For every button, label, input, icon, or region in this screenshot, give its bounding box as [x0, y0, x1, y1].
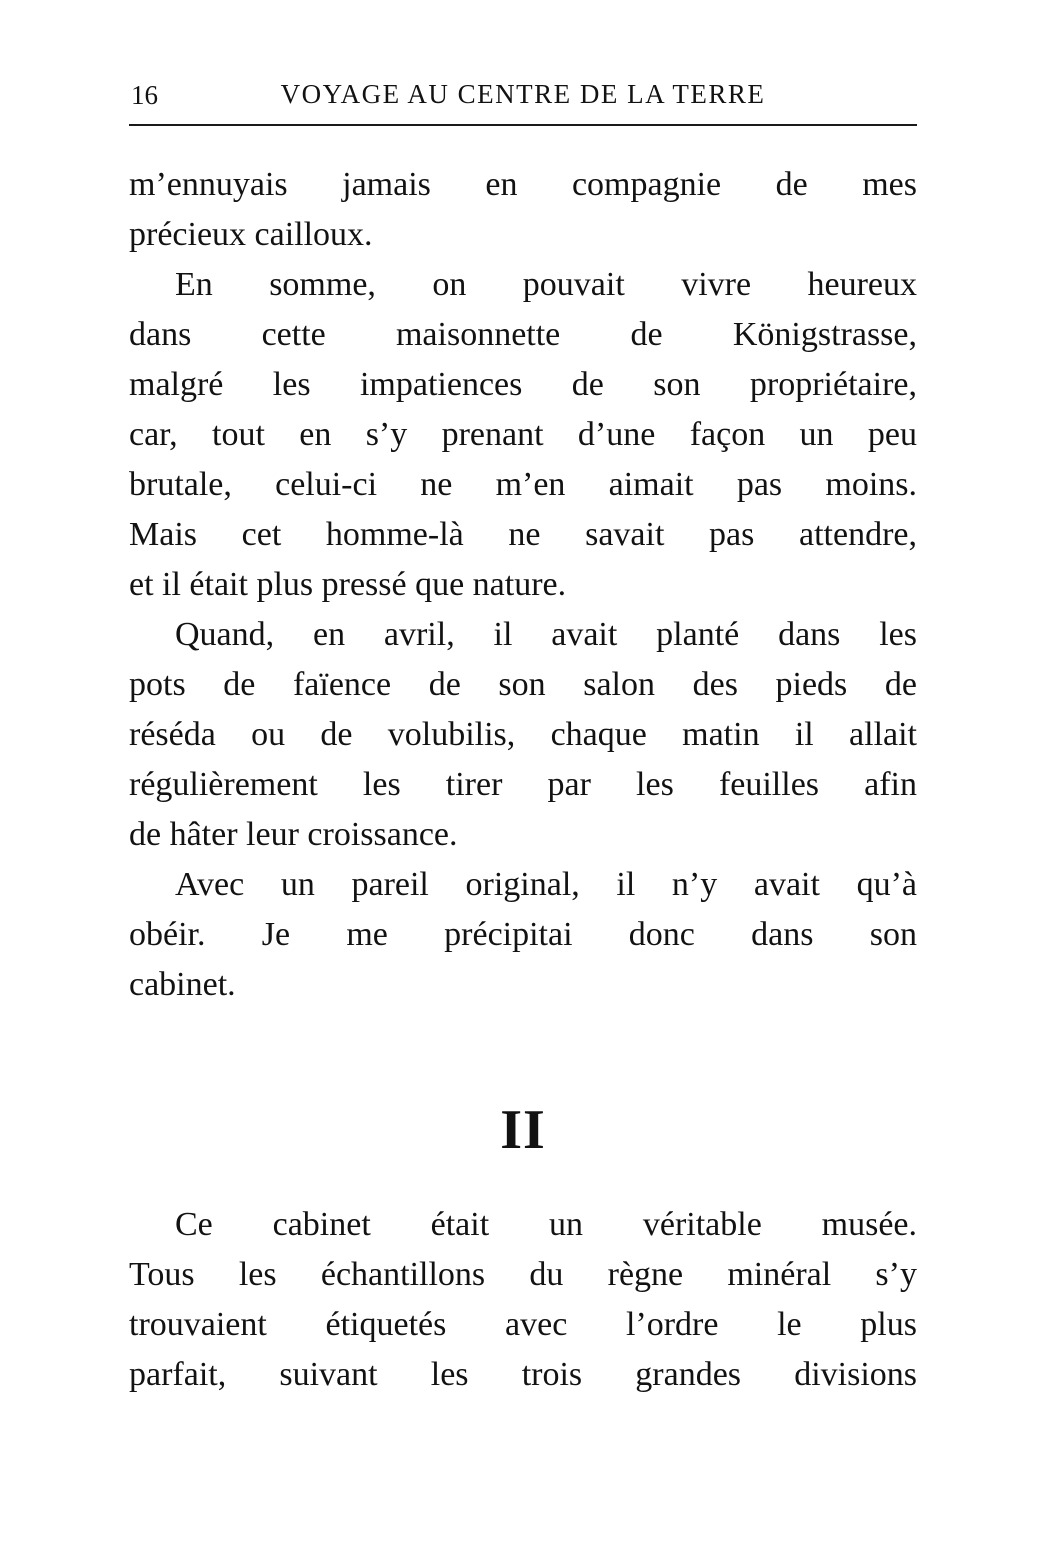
- text-line: Tous les échantillons du règne minéral s’y: [129, 1256, 917, 1293]
- paragraph: [129, 160, 917, 260]
- text-line: réséda ou de volubilis, chaque matin il allait: [129, 716, 917, 753]
- text-line: cabinet.: [129, 966, 236, 1003]
- text-line: trouvaient étiquetés avec l’ordre le plus: [129, 1306, 917, 1343]
- text-line: En somme, on pouvait vivre heureux: [175, 266, 917, 303]
- text-line: car, tout en s’y prenant d’une façon un peu: [129, 416, 917, 453]
- paragraph: [129, 860, 917, 1010]
- paragraph: [129, 610, 917, 860]
- page-header: [129, 78, 917, 112]
- text-line: de hâter leur croissance.: [129, 816, 458, 853]
- paragraph: [129, 260, 917, 610]
- text-line: Ce cabinet était un véritable musée.: [175, 1206, 917, 1243]
- page-body: [129, 160, 917, 1400]
- chapter-heading: II: [500, 1099, 546, 1161]
- paragraph: [129, 1200, 917, 1400]
- header-rule: [129, 124, 917, 126]
- text-line: obéir. Je me précipitai donc dans son: [129, 916, 917, 953]
- text-line: pots de faïence de son salon des pieds de: [129, 666, 917, 703]
- text-line: dans cette maisonnette de Königstrasse,: [129, 316, 917, 353]
- text-line: parfait, suivant les trois grandes divisions: [129, 1356, 917, 1393]
- text-line: et il était plus pressé que nature.: [129, 566, 567, 603]
- page-number: 16: [131, 80, 158, 110]
- text-line: Avec un pareil original, il n’y avait qu’à: [175, 866, 917, 903]
- text-line: brutale, celui-ci ne m’en aimait pas moins.: [129, 466, 917, 503]
- text-line: m’ennuyais jamais en compagnie de mes: [129, 166, 917, 203]
- text-line: Mais cet homme-là ne savait pas attendre,: [129, 516, 917, 553]
- text-column: [129, 78, 917, 1400]
- text-line: régulièrement les tirer par les feuilles afin: [129, 766, 917, 803]
- running-title: VOYAGE AU CENTRE DE LA TERRE: [280, 79, 766, 109]
- text-line: précieux cailloux.: [129, 216, 373, 253]
- text-line: malgré les impatiences de son propriétaire,: [129, 366, 917, 403]
- text-line: Quand, en avril, il avait planté dans les: [175, 616, 917, 653]
